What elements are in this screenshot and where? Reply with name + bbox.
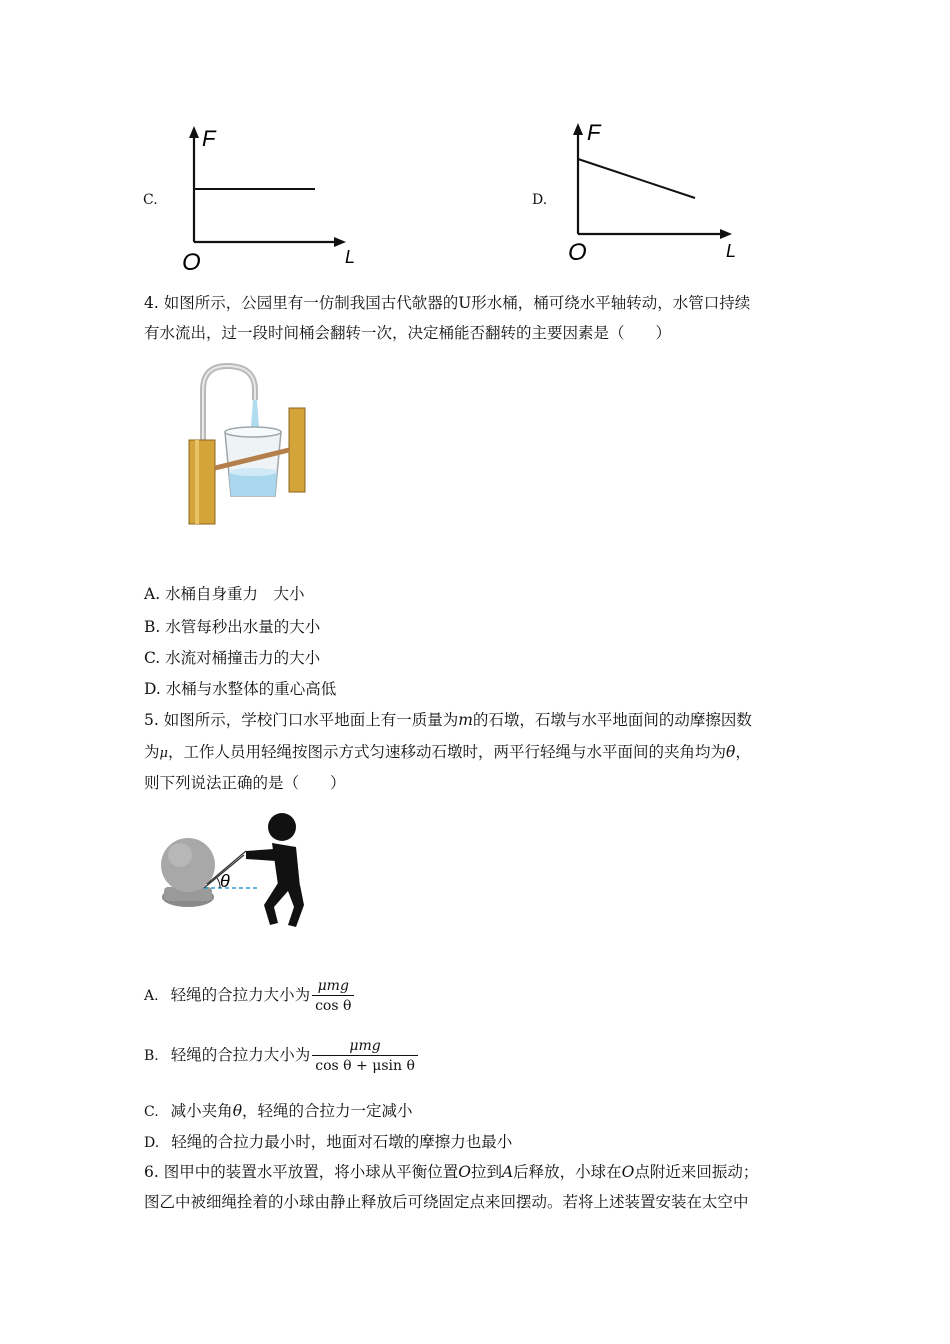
q5-option-c-theta: θ — [232, 1102, 243, 1120]
q5-option-a-denominator: cos θ — [315, 998, 352, 1014]
q5-line-2-a: 为 — [144, 743, 160, 761]
q5-mass-symbol: m — [458, 711, 473, 729]
graph-c-label: C. — [143, 192, 158, 208]
q6-line-1 — [144, 1162, 758, 1182]
q5-option-b[interactable] — [144, 1038, 418, 1074]
q4-option-a[interactable]: A. 水桶自身重力 大小 — [144, 585, 305, 603]
q5-option-b-text: 轻绳的合拉力大小为 — [170, 1046, 311, 1064]
q5-line-2-c: ， — [735, 743, 751, 761]
graph-d-x-label: L — [726, 241, 737, 261]
graph-c-y-label: F — [202, 126, 216, 151]
q6-line-1-d: 点附近来回振动； — [634, 1163, 759, 1181]
q5-option-c-text-2: ，轻绳的合拉力一定减小 — [242, 1102, 413, 1120]
graph-d — [560, 115, 760, 270]
q5-line-2-b: ，工作人员用轻绳按图示方式匀速移动石墩时，两平行轻绳与水平面间的夹角均为 — [167, 743, 726, 761]
graph-d-curve — [578, 159, 695, 198]
graph-c-y-arrow — [189, 126, 199, 138]
q6-line-2: 图乙中被细绳拴着的小球由静止释放后可绕固定点来回摆动。若将上述装置安装在太空中 — [144, 1193, 749, 1211]
q4-option-c[interactable]: C. 水流对桶撞击力的大小 — [144, 649, 321, 667]
q5-line-1 — [144, 710, 752, 730]
graph-d-y-arrow — [573, 123, 583, 135]
graph-c-origin: O — [182, 249, 201, 275]
fig-theta-label: θ — [220, 871, 230, 891]
q6-line-1-a: 6. 图甲中的装置水平放置，将小球从平衡位置 — [144, 1163, 459, 1181]
q5-option-b-fraction — [312, 1038, 418, 1074]
graph-d-y-label: F — [587, 120, 601, 145]
right-post — [289, 408, 305, 492]
q5-option-d[interactable] — [144, 1132, 512, 1153]
graph-c-x-label: L — [345, 247, 356, 267]
q5-option-d-text: 轻绳的合拉力最小时，地面对石墩的摩擦力也最小 — [171, 1133, 513, 1151]
q5-option-c-label: C. — [144, 1104, 159, 1120]
graph-d-x-arrow — [720, 229, 732, 239]
person-legs — [264, 883, 304, 927]
q4-option-b[interactable]: B. 水管每秒出水量的大小 — [144, 618, 321, 636]
q6-a-symbol: A — [501, 1163, 514, 1181]
q5-line-1-a: 5. 如图所示，学校门口水平地面上有一质量为 — [144, 711, 459, 729]
q4-option-d[interactable]: D. 水桶与水整体的重心高低 — [144, 680, 337, 698]
bucket-water-surface — [229, 468, 277, 476]
q4-line-2: 有水流出，过一段时间桶会翻转一次，决定桶能否翻转的主要因素是（ ） — [144, 324, 672, 342]
q5-option-c-text-1: 减小夹角 — [170, 1102, 233, 1120]
graph-d-origin: O — [568, 239, 587, 266]
q5-option-b-label: B. — [144, 1048, 159, 1064]
q6-line-1-c: 后释放，小球在 — [513, 1163, 622, 1181]
q5-option-c[interactable] — [144, 1101, 413, 1122]
q4-line-1: 4. 如图所示，公园里有一仿制我国古代欹器的U形水桶，桶可绕水平轴转动，水管口持续 — [144, 294, 751, 312]
q6-o-symbol-2: O — [621, 1163, 635, 1181]
q5-option-b-numerator: μmg — [312, 1038, 418, 1056]
bucket-rim — [225, 427, 281, 437]
q5-option-a-label: A. — [144, 988, 159, 1004]
person-arms — [246, 849, 276, 861]
q6-o-symbol-1: O — [458, 1163, 471, 1181]
q5-mu-symbol: μ — [159, 746, 168, 761]
q5-option-a[interactable] — [144, 978, 354, 1014]
q5-option-d-label: D. — [144, 1135, 160, 1151]
stone-ball-shade — [168, 843, 192, 867]
q5-line-1-b: 的石墩，石墩与水平地面间的动摩擦因数 — [472, 711, 752, 729]
q5-option-a-numerator: μmg — [312, 978, 354, 996]
q4-bucket-figure — [185, 360, 315, 525]
q5-stone-figure — [160, 805, 310, 930]
q5-option-a-text: 轻绳的合拉力大小为 — [170, 986, 311, 1004]
q5-line-2 — [144, 742, 751, 764]
left-post — [189, 440, 215, 524]
graph-d-label: D. — [532, 192, 548, 208]
q6-line-1-b: 拉到 — [470, 1163, 502, 1181]
q5-option-a-fraction — [312, 978, 354, 1014]
person-body — [272, 843, 300, 887]
person-head — [268, 813, 296, 841]
q5-line-3: 则下列说法正确的是（ ） — [144, 774, 346, 792]
q5-theta-symbol: θ — [725, 743, 736, 761]
graph-c-x-arrow — [334, 237, 346, 247]
q5-option-b-denominator: cos θ + μsin θ — [315, 1058, 415, 1074]
left-post-highlight — [195, 440, 199, 524]
graph-c — [170, 120, 370, 275]
